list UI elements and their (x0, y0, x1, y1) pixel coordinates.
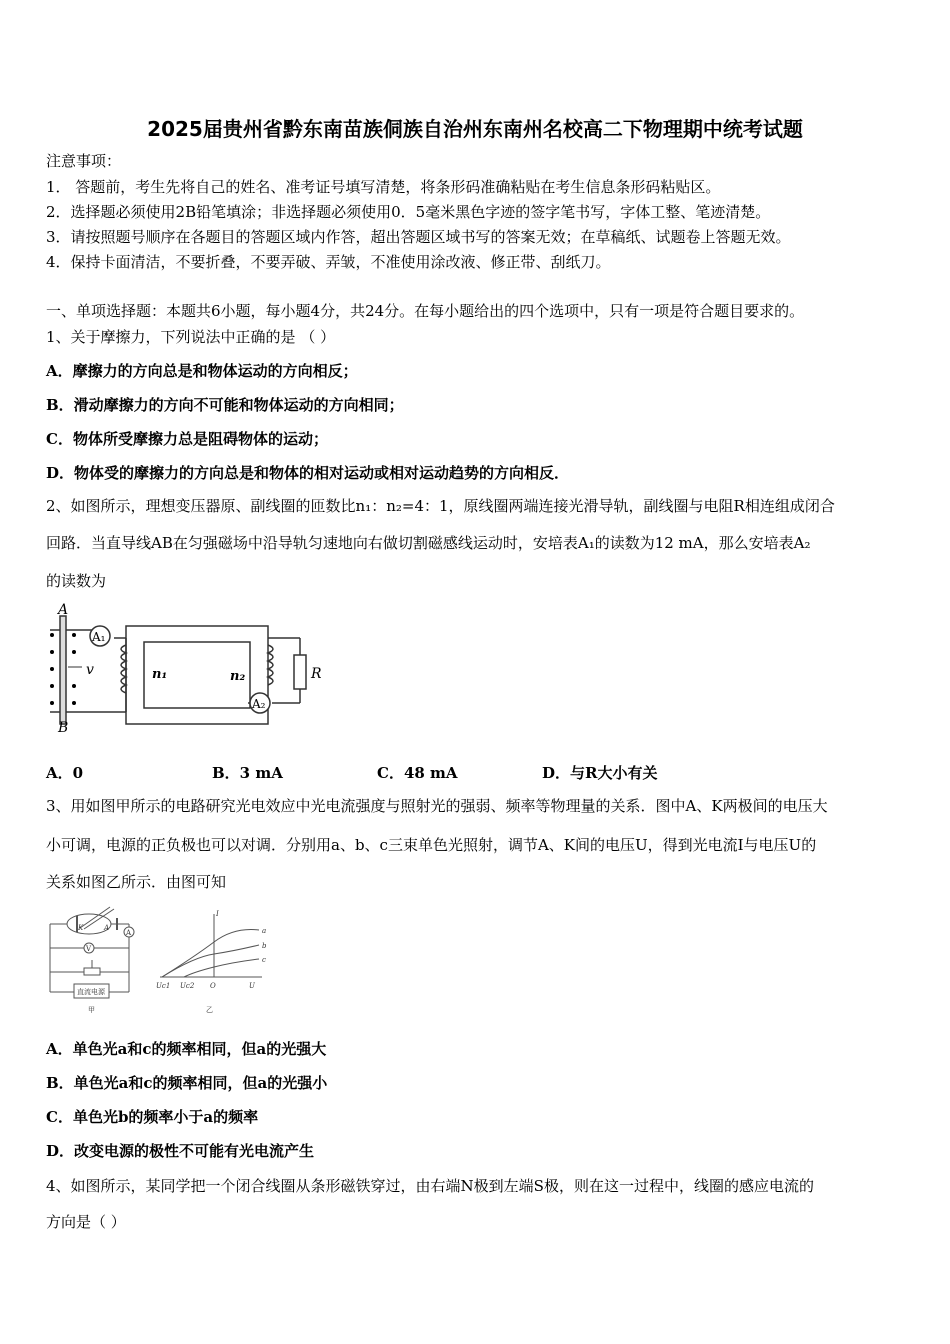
q3-stem-line-3: 关系如图乙所示．由图可知 (46, 873, 227, 891)
label-uc1: Uc1 (156, 982, 171, 990)
label-k: K (78, 924, 84, 932)
label-n2: n₂ (230, 669, 246, 684)
label-anode: A (104, 924, 110, 932)
label-v: v (86, 662, 94, 678)
q2-option-b: B．3 mA (212, 764, 283, 782)
q3-option-c: C．单色光b的频率小于a的频率 (46, 1108, 259, 1126)
note-3: 3．请按照题号顺序在各题目的答题区域内作答，超出答题区域书写的答案无效；在草稿纸、试题卷上答题无效。 (46, 228, 791, 246)
note-1: 1． 答题前，考生先将自己的姓名、准考证号填写清楚，将条形码准确粘贴在考生信息条形码粘贴区。 (46, 178, 721, 196)
q2-option-a: A．0 (46, 764, 84, 782)
label-jia: 甲 (88, 1006, 95, 1014)
label-yi: 乙 (206, 1006, 213, 1014)
q2-option-c: C．48 mA (377, 764, 458, 782)
label-curve-b: b (262, 942, 267, 950)
q1-option-a: A．摩擦力的方向总是和物体运动的方向相反； (46, 362, 358, 380)
q4-stem-line-2: 方向是（ ） (46, 1213, 126, 1231)
label-uc2: Uc2 (180, 982, 195, 990)
section-heading: 一、单项选择题：本题共6小题，每小题4分，共24分。在每小题给出的四个选项中，只有一项是符合题目要求的。 (46, 302, 805, 320)
note-4: 4．保持卡面清洁，不要折叠，不要弄破、弄皱，不准使用涂改液、修正带、刮纸刀。 (46, 253, 611, 271)
label-a2: A₂ (252, 697, 266, 711)
label-curve-c: c (262, 956, 266, 964)
q2-stem-line-1: 2、如图所示，理想变压器原、副线圈的匝数比n₁：n₂=4：1，原线圈两端连接光滑导轨，副线圈与电阻R相连组成闭合 (46, 497, 835, 515)
q3-option-b: B．单色光a和c的频率相同，但a的光强小 (46, 1074, 328, 1092)
q2-option-d: D．与R大小有关 (542, 764, 658, 782)
q4-stem-line-1: 4、如图所示，某同学把一个闭合线圈从条形磁铁穿过，由右端N极到左端S极，则在这一过程中，线圈的感应电流的 (46, 1177, 814, 1195)
label-ammeter: A (126, 929, 132, 937)
q3-option-d: D．改变电源的极性不可能有光电流产生 (46, 1142, 315, 1160)
label-u-axis: U (249, 982, 255, 990)
q3-option-a: A．单色光a和c的频率相同，但a的光强大 (46, 1040, 327, 1058)
q1-option-c: C．物体所受摩擦力总是阻碍物体的运动； (46, 430, 328, 448)
label-a1: A₁ (92, 630, 106, 644)
q1-option-b: B．滑动摩擦力的方向不可能和物体运动的方向相同； (46, 396, 404, 414)
notes-heading: 注意事项： (46, 152, 122, 170)
label-a: A (58, 602, 69, 618)
label-r: R (311, 666, 322, 682)
photoelectric-figure (44, 902, 274, 1017)
label-origin: O (210, 982, 216, 990)
q1-option-d: D．物体受的摩擦力的方向总是和物体的相对运动或相对运动趋势的方向相反． (46, 464, 570, 482)
q3-stem-line-2: 小可调，电源的正负极也可以对调．分别用a、b、c三束单色光照射，调节A、K间的电压U，得到光电流I与电压U的 (46, 836, 817, 854)
q2-stem-line-2: 回路．当直导线AB在匀强磁场中沿导轨匀速地向右做切割磁感线运动时，安培表A₁的读数为12 mA，那么安培表A₂ (46, 534, 811, 552)
q2-stem-line-3: 的读数为 (46, 572, 107, 590)
label-voltmeter: V (86, 945, 92, 953)
label-b: B (58, 720, 69, 735)
q3-stem-line-1: 3、用如图甲所示的电路研究光电效应中光电流强度与照射光的强弱、频率等物理量的关系．图中A、K两极间的电压大 (46, 797, 828, 815)
q1-stem: 1、关于摩擦力，下列说法中正确的是 （ ） (46, 328, 336, 346)
note-2: 2．选择题必须使用2B铅笔填涂；非选择题必须使用0．5毫米黑色字迹的签字笔书写，字体工整、笔迹清楚。 (46, 203, 771, 221)
label-source: 直流电源 (77, 988, 105, 996)
label-curve-a: a (262, 927, 267, 935)
label-n1: n₁ (152, 667, 168, 682)
label-i-axis: I (216, 910, 219, 918)
page-title: 2025届贵州省黔东南苗族侗族自治州东南州名校高二下物理期中统考试题 (147, 117, 803, 141)
transformer-circuit-figure (44, 600, 334, 735)
